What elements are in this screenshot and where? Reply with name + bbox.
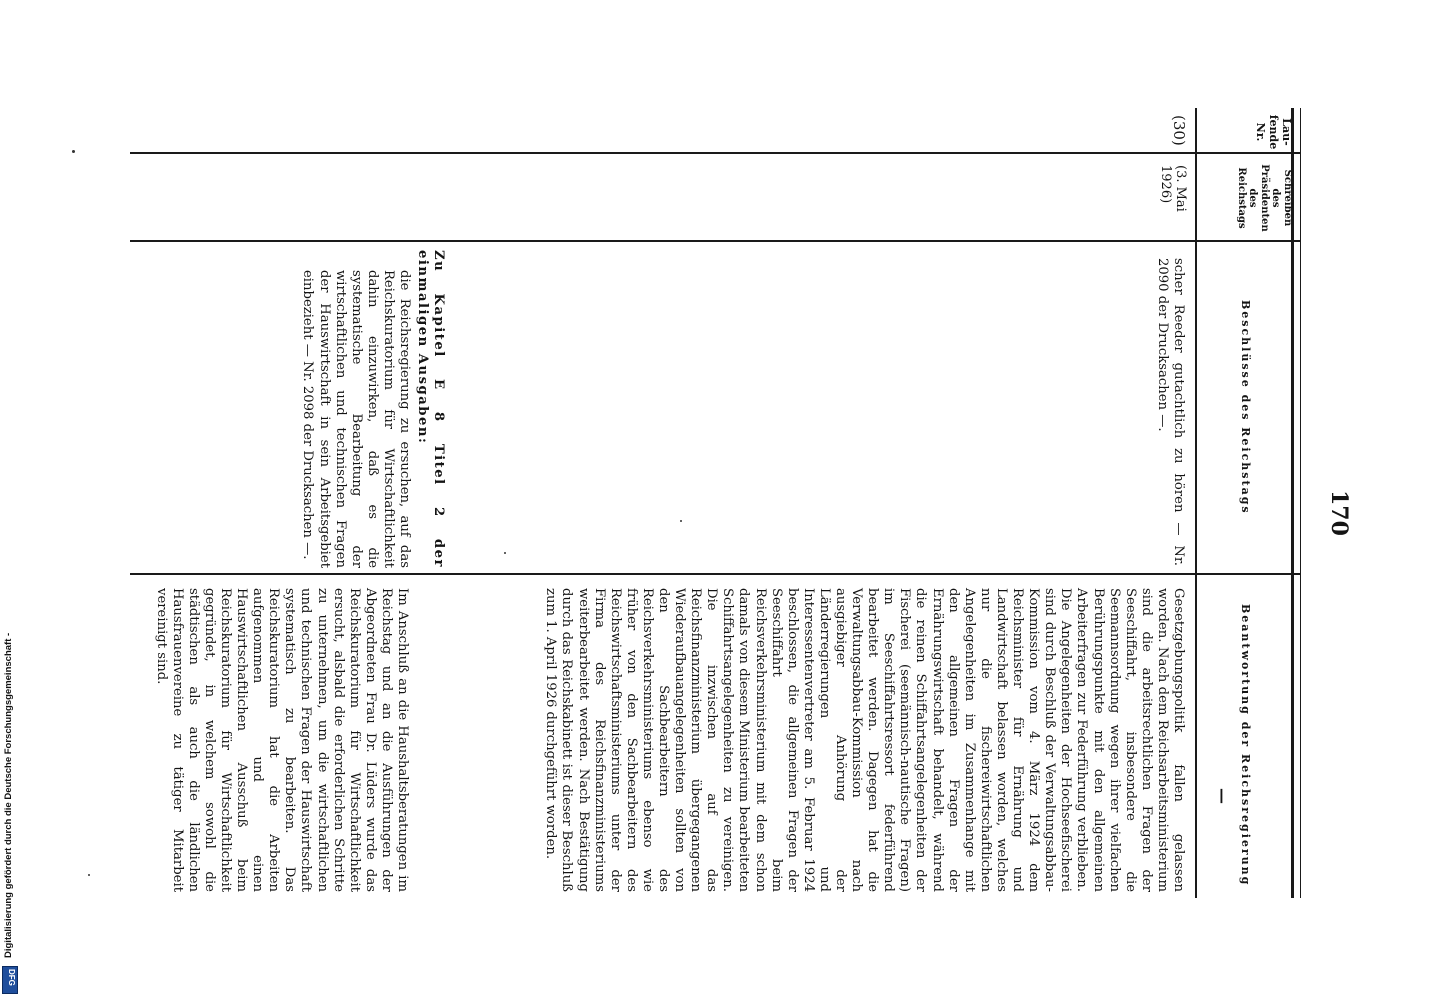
header-lfd-nr: Lau- fende Nr. <box>1254 114 1293 150</box>
beschluss-heading-2: Zu Kapitel E 8 Titel 2 der einmaligen Ausgaben: <box>414 250 446 568</box>
scan-speck <box>680 520 682 522</box>
left-rule <box>1300 108 1301 898</box>
header-schreiben: Schreiben des Präsidenten des Reichstags <box>1236 164 1293 232</box>
column-separator-1 <box>130 152 1300 154</box>
column-separator-3 <box>130 573 1300 575</box>
column-separator-2 <box>130 240 1300 242</box>
scan-speck <box>504 552 506 554</box>
beschluss-text-2: die Reichsregierung zu ersuchen, auf das Reichskuratorium für Wirtschaftlichkeit dahin einzuwirken, daß es die systematische Bearbeitung der wirtschaftlichen und technischen Fragen der Hauswirtschaft in sein Arbeitsgebiet einbezieht — Nr. 2098 der Drucksachen —. <box>300 270 412 568</box>
dfg-logo <box>2 966 18 994</box>
digitization-credit: Digitalisierung gefördert durch die Deutsche Forschungsgemeinschaft - <box>3 632 14 958</box>
header-rule <box>1195 108 1197 898</box>
dfg-logo-text: DFG <box>7 969 16 986</box>
header-dash: — <box>1213 788 1232 804</box>
header-beschluesse: Beschlüsse des Reichstags <box>1239 300 1252 515</box>
page-number: 170 <box>1326 490 1352 536</box>
scan-speck <box>88 874 90 876</box>
row-number: (30) <box>1170 115 1188 146</box>
antwort-text-2: Im Anschluß an die Haushaltsberatungen im Reichstag und an die Ausführungen der Abgeordneten Frau Dr. Lüders wurde das Reichskuratorium für Wirtschaftlichkeit ersucht, alsbald die erforderlichen Schritte zu unternehmen, um die wirtschaftlichen und technischen Fragen der Hauswirtschaft systematisch zu bearbeiten. Das Reichskuratorium hat die Arbeiten aufgenommen und einen Hauswirtschaftlichen Ausschuß beim Reichskuratorium für Wirtschaftlichkeit gegründet, in welchem sowohl die städtischen als auch die ländlichen Hausfrauenvereine zu tätiger Mitarbeit vereinigt sind. <box>153 588 410 892</box>
scan-speck <box>72 150 75 153</box>
antwort-text-1: Gesetzgebungspolitik fallen gelassen worden. Nach dem Reichsarbeitsministerium sind die arbeitsrechtlichen Fragen der Seeschiffahrt, insbesondere die Seemannsordnung wegen ihrer vielfachen Berührungspunkte mit den allgemeinen Arbeiterfragen zur Federführung verblieben. Die Angelegenheiten der Hochseefischerei sind durch Beschluß der Verwaltungsabbau-Kommission vom 4. März 1924 dem Reichsminister für Ernährung und Landwirtschaft belassen worden, welches nur die fischereiwirtschaftlichen Angelegenheiten im Zusammenhange mit den allgemeinen Fragen der Ernährungswirtschaft behandelt, während die reinen Schiffahrtsangelegenheiten der Fischerei (seemännisch-nautische Fragen) im Seeschiffahrtsressort federführend bearbeitet werden. Dagegen hat die Verwaltungsabbau-Kommission nach ausgiebiger Anhörung der Länderregierungen und Interessentenvertreter am 5. Februar 1924 beschlossen, die allgemeinen Fragen der Seeschiffahrt beim Reichsverkehrsministerium mit dem schon damals von diesem Ministerium bearbeiteten Schiffahrtsangelegenheiten zu vereinigen. Die inzwischen auf das Reichsfinanzministerium übergegangenen Wiederaufbauangelegenheiten sollten von den Sachbearbeitern des Reichsverkehrsministeriums ebenso wie früher von den Sachbearbeitern des Reichswirtschaftsministeriums unter der Firma des Reichsfinanzministeriums weiterbearbeitet werden. Nach Bestätigung durch das Reichskabinett ist dieser Beschluß zum 1. April 1926 durchgeführt worden. <box>543 588 1186 892</box>
row-date: (3. Mai 1926) <box>1158 165 1188 212</box>
header-beantwortung: Beantwortung der Reichsregierung <box>1239 604 1252 887</box>
beschluss-text-1: scher Reeder gutachtlich zu hören — Nr. 2090 der Drucksachen —. <box>1154 258 1186 566</box>
